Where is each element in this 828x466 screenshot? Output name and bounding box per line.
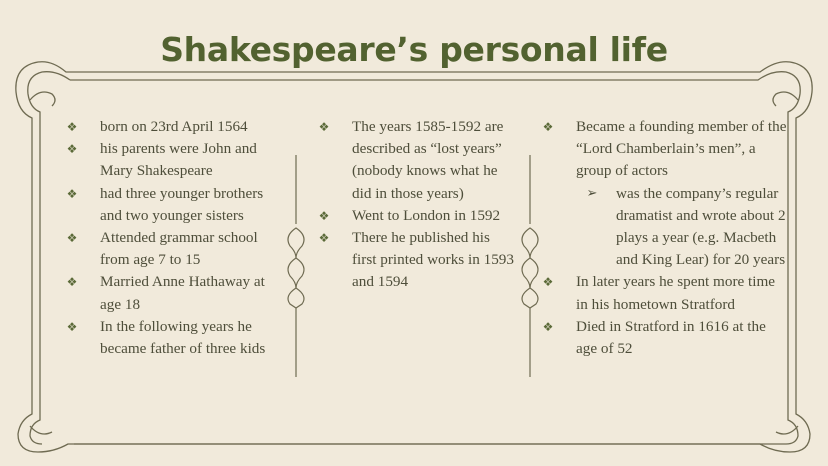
diamond-cluster-icon: ❖	[66, 142, 78, 157]
list-item-text: Married Anne Hathaway at age 18	[100, 273, 265, 313]
list-item	[316, 227, 516, 294]
list-item-text: Attended grammar school from age 7 to 15	[100, 229, 258, 269]
bullet-list	[64, 116, 284, 360]
list-item	[64, 116, 284, 138]
list-item	[316, 205, 516, 227]
list-item-text: In the following years he became father of three kids	[100, 317, 266, 358]
list-item	[64, 227, 284, 271]
list-item-text: was the company’s regular dramatist and wrote about 2 plays a year (e.g. Macbeth and King Lear) for 20 years	[616, 184, 786, 269]
column-lost-years	[316, 116, 516, 294]
diamond-cluster-icon: ❖	[318, 120, 330, 134]
list-item-text: had three younger brothers and two younger sisters	[100, 184, 264, 224]
diamond-cluster-icon: ❖	[66, 231, 78, 246]
bullet-list	[316, 116, 516, 294]
list-item	[540, 316, 790, 360]
list-item-text: In later years he spent more time in his hometown Stratford	[576, 273, 776, 313]
list-item	[316, 116, 516, 205]
diamond-cluster-icon: ❖	[542, 275, 554, 290]
diamond-cluster-icon: ❖	[542, 120, 554, 134]
list-item-text: born on 23rd April 1564	[100, 118, 248, 135]
diamond-cluster-icon: ❖	[66, 275, 78, 290]
list-item	[64, 138, 284, 182]
list-item-text: his parents were John and Mary Shakespeare	[100, 140, 257, 180]
page-title: Shakespeare’s personal life	[160, 30, 668, 69]
list-item-text: The years 1585-1592 are described as “lost years” (nobody knows what he did in those years)	[352, 118, 504, 202]
list-item-text: Died in Stratford in 1616 at the age of 52	[576, 317, 766, 358]
diamond-cluster-icon: ❖	[66, 120, 78, 134]
list-item-text: Went to London in 1592	[352, 206, 501, 224]
column-later-life	[540, 116, 790, 360]
list-item	[540, 183, 790, 272]
arrowhead-icon: ➢	[586, 185, 598, 201]
list-item-text: There he published his first printed works in 1593 and 1594	[352, 229, 514, 291]
list-item	[64, 316, 284, 360]
list-item-text: Became a founding member of the “Lord Chamberlain’s men”, a group of actors	[576, 118, 787, 180]
bullet-list	[540, 116, 790, 360]
list-item	[64, 271, 284, 315]
diamond-cluster-icon: ❖	[318, 208, 330, 223]
list-item	[540, 116, 790, 183]
diamond-cluster-icon: ❖	[318, 231, 330, 246]
list-item	[540, 271, 790, 315]
column-early-life	[64, 116, 284, 360]
diamond-cluster-icon: ❖	[542, 319, 554, 334]
diamond-cluster-icon: ❖	[66, 186, 78, 201]
diamond-cluster-icon: ❖	[66, 319, 78, 334]
list-item	[64, 183, 284, 227]
